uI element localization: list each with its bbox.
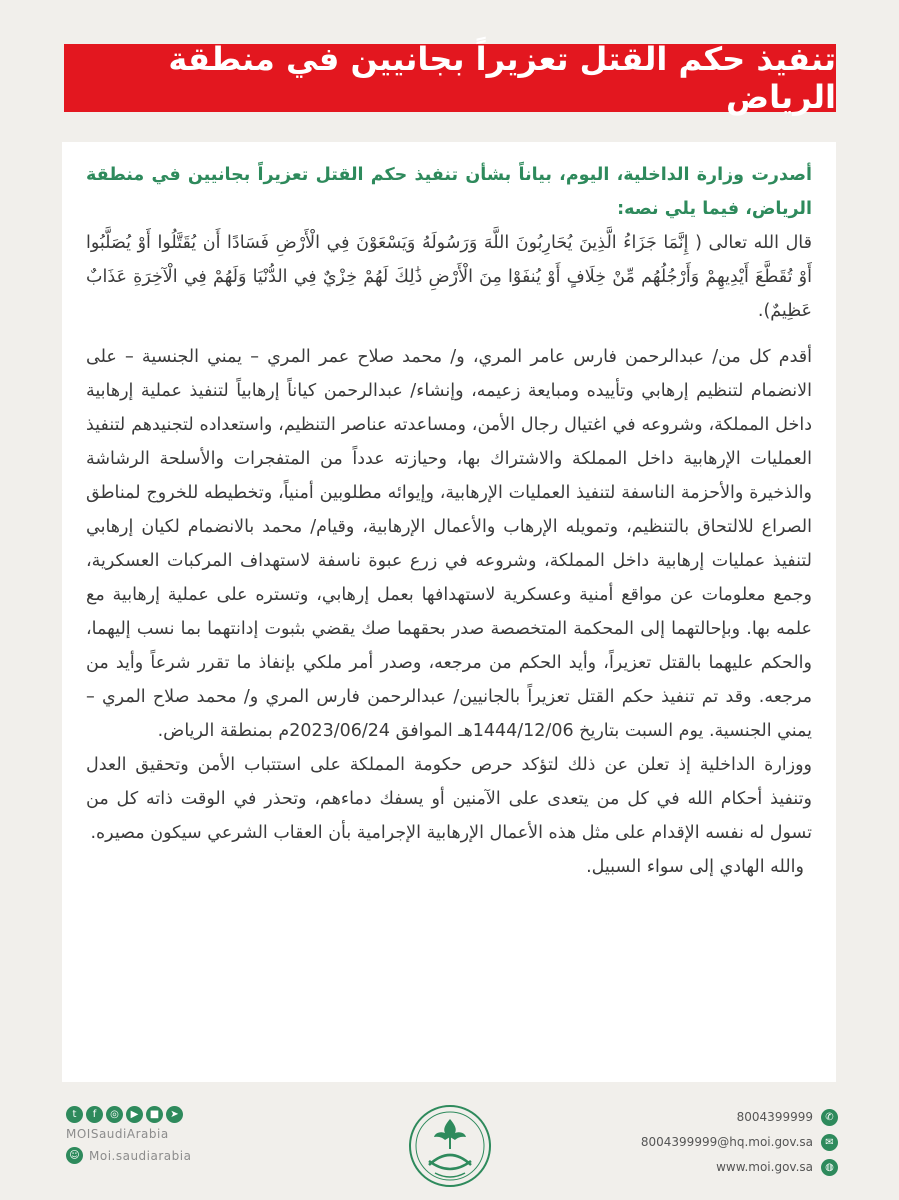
email-icon: ✉: [821, 1134, 838, 1151]
intro-paragraph: أصدرت وزارة الداخلية، اليوم، بياناً بشأن تنفيذ حكم القتل تعزيراً بجانيين في منطقة الرياض، فيما يلي نصه:: [86, 165, 812, 219]
email-address: 8004399999@hq.moi.gov.sa: [640, 1135, 813, 1149]
globe-icon: ◍: [821, 1159, 838, 1176]
video-icon[interactable]: ■: [146, 1106, 163, 1123]
phone-row[interactable]: [610, 1106, 838, 1128]
telegram-icon[interactable]: ➤: [166, 1106, 183, 1123]
social-handle[interactable]: MOISaudiArabia: [66, 1127, 169, 1141]
saudi-emblem-logo: [405, 1103, 495, 1189]
statement-card: [62, 142, 836, 1082]
website-row[interactable]: [610, 1156, 838, 1178]
youtube-icon[interactable]: ▶: [126, 1106, 143, 1123]
snapchat-row[interactable]: [66, 1147, 296, 1164]
contact-footer: [610, 1106, 838, 1181]
snapchat-handle: Moi.saudiarabia: [89, 1148, 192, 1163]
title-banner: [64, 40, 836, 116]
quran-quote: قال الله تعالى ( إِنَّمَا جَزَاءُ الَّذِينَ يُحَارِبُونَ اللَّهَ وَرَسُولَهُ وَيَسْعَوْنَ فِي الْأَرْضِ فَسَادًا أَن يُقَتَّلُوا أَوْ يُصَلَّبُوا أَوْ تُقَطَّعَ أَيْدِيهِمْ وَأَرْجُلُهُم مِّنْ خِلَافٍ أَوْ يُنفَوْا مِنَ الْأَرْضِ ذَٰلِكَ لَهُمْ خِزْيٌ فِي الدُّنْيَا وَلَهُمْ فِي الْآخِرَةِ عَذَابٌ عَظِيمٌ).: [86, 233, 812, 321]
social-footer: [66, 1106, 296, 1164]
email-row[interactable]: [610, 1131, 838, 1153]
page-title: تنفيذ حكم القتل تعزيراً بجانيين في منطقة الرياض: [168, 40, 836, 116]
ministry-statement: ووزارة الداخلية إذ تعلن عن ذلك لتؤكد حرص حكومة المملكة على استتباب الأمن وتحقيق العدل وتنفيذ أحكام الله في كل من يتعدى على الآمنين أو يسفك دماءهم، وتحذر في الوقت ذاته كل من تسول له نفسه الإقدام على مثل هذه الأعمال الإرهابية الإجرامية بأن العقاب الشرعي سيكون مصيره.: [86, 755, 812, 843]
twitter-icon[interactable]: t: [66, 1106, 83, 1123]
snapchat-icon: ☺: [66, 1147, 83, 1164]
facebook-icon[interactable]: f: [86, 1106, 103, 1123]
closing-line: والله الهادي إلى سواء السبيل.: [586, 857, 804, 877]
body-paragraph: أقدم كل من/ عبدالرحمن فارس عامر المري، و/ محمد صلاح عمر المري – يمني الجنسية – على الانضمام لتنظيم إرهابي وتأييده ومبايعة زعيمه، وإنشاء/ عبدالرحمن كياناً إرهابياً لتنفيذ عملية إرهابية داخل المملكة، وشروعه في اغتيال رجال الأمن، ومساعدته عناصر التنظيم، واستعداده لتجنيدهم لتنفيذ العمليات الإرهابية داخل المملكة والاشتراك بها، وحيازته عدداً من المتفجرات والأسلحة الرشاشة والذخيرة والأحزمة الناسفة لتنفيذ العمليات الإرهابية، وإيوائه مطلوبين أمنياً، وتخطيطه للخروج لمناطق الصراع للالتحاق بالتنظيم، وتمويله الإرهاب والأعمال الإرهابية، وقيام/ محمد بالانضمام لكيان إرهابي لتنفيذ عمليات إرهابية داخل المملكة، وشروعه في زرع عبوة ناسفة لاستهداف المركبات العسكرية، وجمع معلومات عن مواقع أمنية وعسكرية لاستهدافها بعمل إرهابي، وتستره على عملية إرهابية مع علمه بها. وبإحالتهما إلى المحكمة المتخصصة صدر بحقهما صك يقضي بثبوت إدانتهما بما نسب إليهما، والحكم عليهما بالقتل تعزيراً، وأيد الحكم من مرجعه، وصدر أمر ملكي بإنفاذ ما تقرر شرعاً وأيد من مرجعه. وقد تم تنفيذ حكم القتل تعزيراً بالجانيين/ عبدالرحمن فارس المري و/ محمد صلاح المري – يمني الجنسية. يوم السبت بتاريخ 1444/12/06هـ الموافق 2023/06/24م بمنطقة الرياض.: [86, 347, 812, 741]
website-url: www.moi.gov.sa: [716, 1160, 813, 1174]
phone-number: 8004399999: [736, 1110, 813, 1124]
instagram-icon[interactable]: ◎: [106, 1106, 123, 1123]
phone-icon: ✆: [821, 1109, 838, 1126]
social-icons-row: [66, 1106, 296, 1123]
